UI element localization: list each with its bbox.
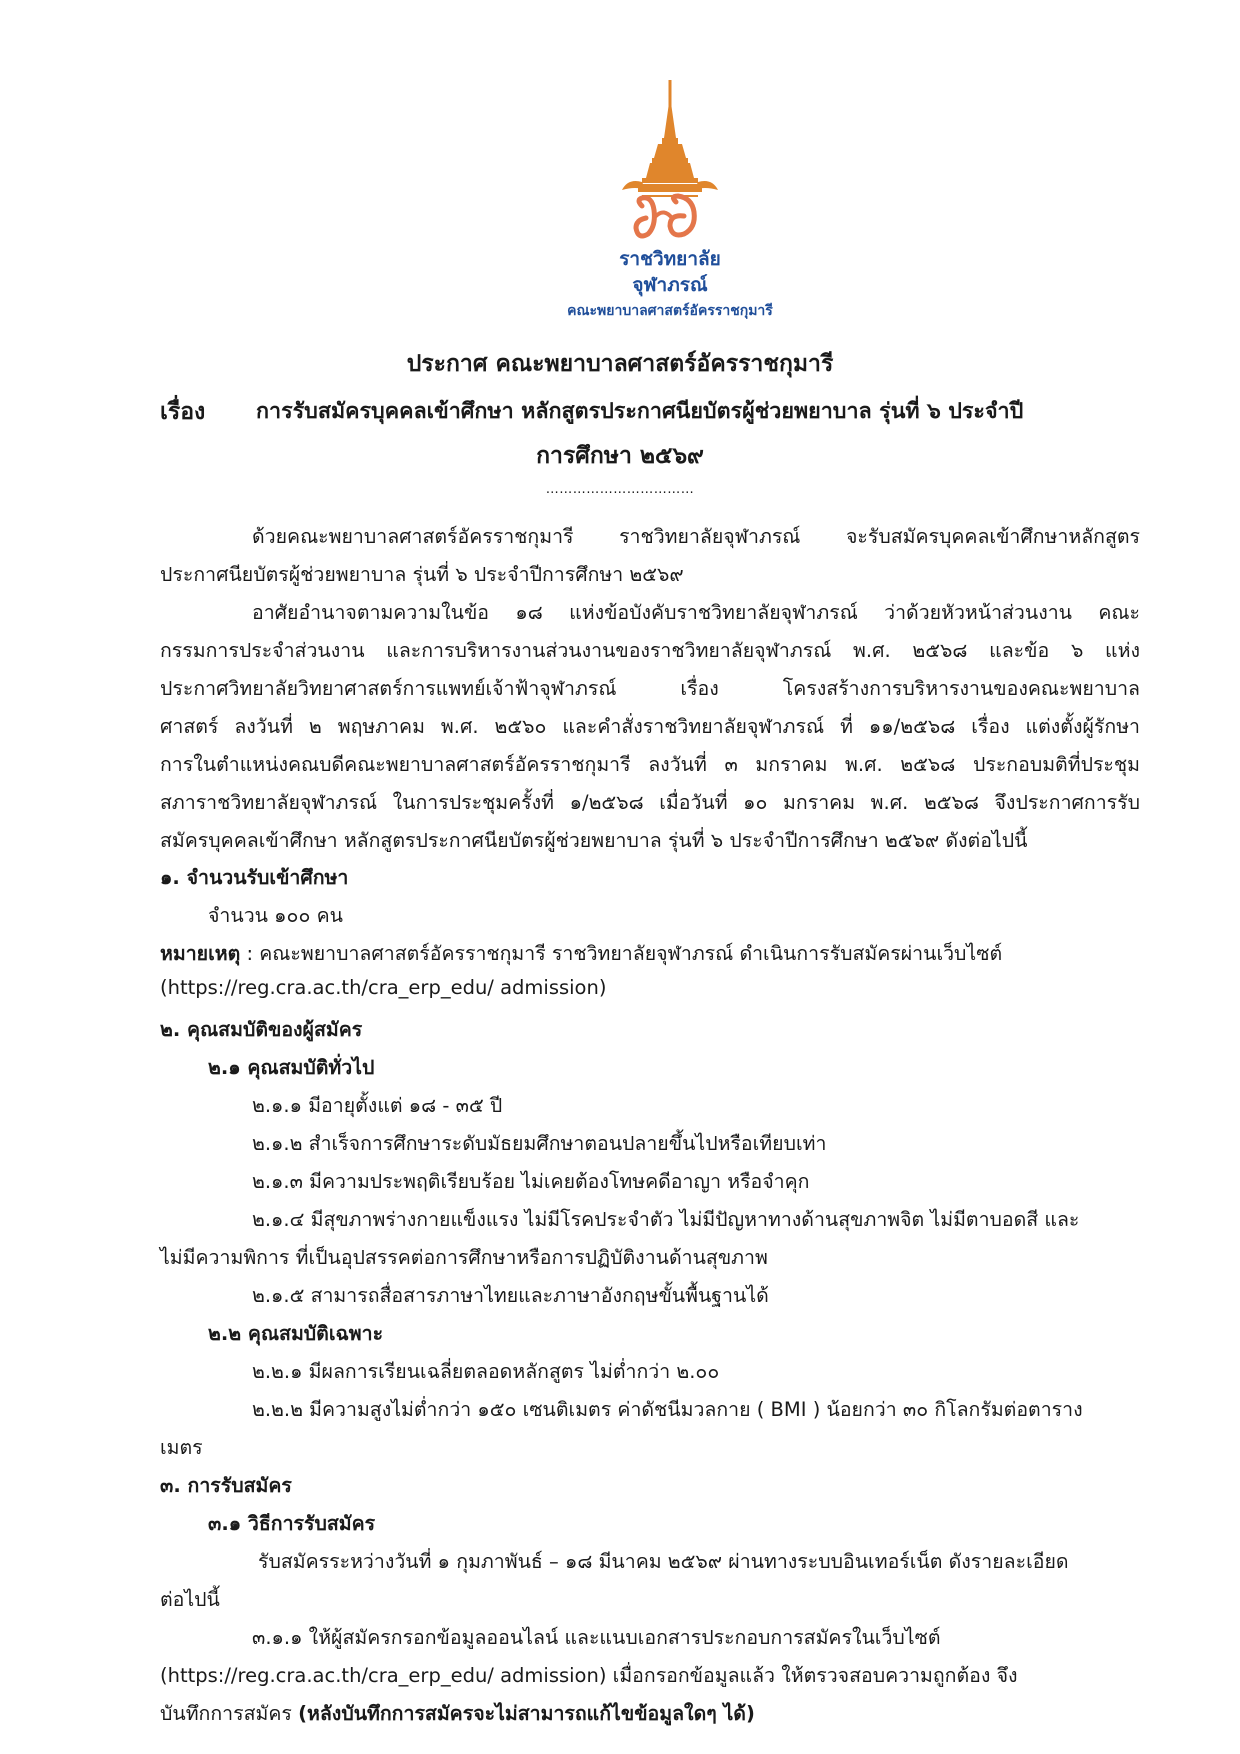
section3-para-line2: ต่อไปนี้	[160, 1588, 220, 1611]
subject-label: เรื่อง	[160, 399, 206, 425]
section2-sub2: ๒.๒ คุณสมบัติเฉพาะ	[208, 1322, 384, 1345]
item-2-2-2-line1: ๒.๒.๒ มีความสูงไม่ต่ำกว่า ๑๕๐ เซนติเมตร ค่าดัชนีมวลกาย ( BMI ) น้อยกว่า ๓๐ กิโลกรัมต่อตาราง	[252, 1398, 1083, 1421]
item-2-2-1: ๒.๒.๑ มีผลการเรียนเฉลี่ยตลอดหลักสูตร ไม่ต่ำกว่า ๒.๐๐	[252, 1360, 720, 1383]
item-2-1-5: ๒.๑.๕ สามารถสื่อสารภาษาไทยและภาษาอังกฤษขั้นพื้นฐานได้	[252, 1284, 769, 1307]
section3-heading: ๓. การรับสมัคร	[160, 1474, 292, 1497]
item-2-1-2: ๒.๑.๒ สำเร็จการศึกษาระดับมัธยมศึกษาตอนปลายขึ้นไปหรือเทียบเท่า	[252, 1132, 827, 1155]
item-2-1-4-line1: ๒.๑.๔ มีสุขภาพร่างกายแข็งแรง ไม่มีโรคประจำตัว ไม่มีปัญหาทางด้านสุขภาพจิต ไม่มีตาบอดสี และ	[252, 1208, 1080, 1231]
intro-p2-line6: สภาราชวิทยาลัยจุฬาภรณ์ ในการประชุมครั้งที่ ๑/๒๕๖๘ เมื่อวันที่ ๑๐ มกราคม พ.ศ. ๒๕๖๘ จึงประกาศการรับ	[160, 791, 1140, 814]
item-3-1-1-line3-text: บันทึกการสมัคร	[160, 1702, 299, 1725]
section2-heading: ๒. คุณสมบัติของผู้สมัคร	[160, 1018, 363, 1041]
intro-p2-line3: ประกาศวิทยาลัยวิทยาศาสตร์การแพทย์เจ้าฟ้าจุฬาภรณ์ เรื่อง โครงสร้างการบริหารงานของคณะพยาบาล	[160, 677, 1140, 700]
item-2-1-1: ๒.๑.๑ มีอายุตั้งแต่ ๑๘ - ๓๕ ปี	[252, 1094, 503, 1117]
intro-p1-line1: ด้วยคณะพยาบาลศาสตร์อัครราชกุมารี ราชวิทยาลัยจุฬาภรณ์ จะรับสมัครบุคคลเข้าศึกษาหลักสูตร	[252, 525, 1140, 548]
intro-p2-line5: การในตำแหน่งคณบดีคณะพยาบาลศาสตร์อัครราชกุมารี ลงวันที่ ๓ มกราคม พ.ศ. ๒๕๖๘ ประกอบมติที่ประชุม	[160, 753, 1140, 776]
item-2-1-4-line2: ไม่มีความพิการ ที่เป็นอุปสรรคต่อการศึกษาหรือการปฏิบัติงานด้านสุขภาพ	[160, 1246, 768, 1269]
section1-note-url: (https://reg.cra.ac.th/cra_erp_edu/ admission)	[160, 976, 607, 999]
intro-p2-line1: อาศัยอำนาจตามความในข้อ ๑๘ แห่งข้อบังคับราชวิทยาลัยจุฬาภรณ์ ว่าด้วยหัวหน้าส่วนงาน คณะ	[252, 601, 1140, 624]
section1-heading: ๑. จำนวนรับเข้าศึกษา	[160, 866, 349, 889]
note-label: หมายเหตุ	[160, 942, 241, 965]
section3-para-line1: รับสมัครระหว่างวันที่ ๑ กุมภาพันธ์ – ๑๘ มีนาคม ๒๕๖๙ ผ่านทางระบบอินเทอร์เน็ต ดังรายละเอียด	[258, 1550, 1069, 1573]
item-2-1-3: ๒.๑.๓ มีความประพฤติเรียบร้อย ไม่เคยต้องโทษคดีอาญา หรือจำคุก	[252, 1170, 810, 1193]
item-3-1-1-line3	[160, 1698, 755, 1729]
logo-name-line1: ราชวิทยาลัย	[619, 248, 721, 270]
section1-note	[160, 938, 1002, 969]
section2-sub1: ๒.๑ คุณสมบัติทั่วไป	[208, 1056, 375, 1079]
subject-line-1: การรับสมัครบุคคลเข้าศึกษา หลักสูตรประกาศนียบัตรผู้ช่วยพยาบาล รุ่นที่ ๖ ประจำปี	[256, 399, 1024, 424]
section3-sub1: ๓.๑ วิธีการรับสมัคร	[208, 1512, 376, 1535]
item-3-1-1-line1: ๓.๑.๑ ให้ผู้สมัครกรอกข้อมูลออนไลน์ และแนบเอกสารประกอบการสมัครในเว็บไซต์	[252, 1626, 941, 1649]
item-2-2-2-line2: เมตร	[160, 1436, 203, 1459]
subject-line-2: การศึกษา ๒๕๖๙	[536, 443, 704, 469]
crown-emblem-icon	[580, 78, 760, 243]
faculty-logo	[567, 78, 773, 323]
intro-p2-line4: ศาสตร์ ลงวันที่ ๒ พฤษภาคม พ.ศ. ๒๕๖๐ และคำสั่งราชวิทยาลัยจุฬาภรณ์ ที่ ๑๑/๒๕๖๘ เรื่อง แต่งตั้งผู้รักษา	[160, 715, 1140, 738]
intro-p1-line2: ประกาศนียบัตรผู้ช่วยพยาบาล รุ่นที่ ๖ ประจำปีการศึกษา ๒๕๖๙	[160, 563, 684, 586]
item-3-1-1-line2: (https://reg.cra.ac.th/cra_erp_edu/ admission) เมื่อกรอกข้อมูลแล้ว ให้ตรวจสอบความถูกต้อง จึง	[160, 1664, 1018, 1687]
logo-name-line3: คณะพยาบาลศาสตร์อัครราชกุมารี	[567, 303, 773, 319]
intro-p2-line2: กรรมการประจำส่วนงาน และการบริหารงานส่วนงานของราชวิทยาลัยจุฬาภรณ์ พ.ศ. ๒๕๖๘ และข้อ ๖ แห่ง	[160, 639, 1140, 662]
separator-dots: ……………………………	[545, 482, 695, 497]
announcement-title: ประกาศ คณะพยาบาลศาสตร์อัครราชกุมารี	[406, 351, 834, 377]
logo-name-line2: จุฬาภรณ์	[632, 274, 708, 296]
intro-p2-line7: สมัครบุคคลเข้าศึกษา หลักสูตรประกาศนียบัตรผู้ช่วยพยาบาล รุ่นที่ ๖ ประจำปีการศึกษา ๒๕๖๙ ดังต่อไปนี้	[160, 829, 1028, 852]
note-text: : คณะพยาบาลศาสตร์อัครราชกุมารี ราชวิทยาลัยจุฬาภรณ์ ดำเนินการรับสมัครผ่านเว็บไซต์	[246, 942, 1003, 965]
item-3-1-1-warning: (หลังบันทึกการสมัครจะไม่สามารถแก้ไขข้อมูลใดๆ ได้)	[298, 1702, 755, 1725]
section1-count: จำนวน ๑๐๐ คน	[208, 904, 343, 927]
